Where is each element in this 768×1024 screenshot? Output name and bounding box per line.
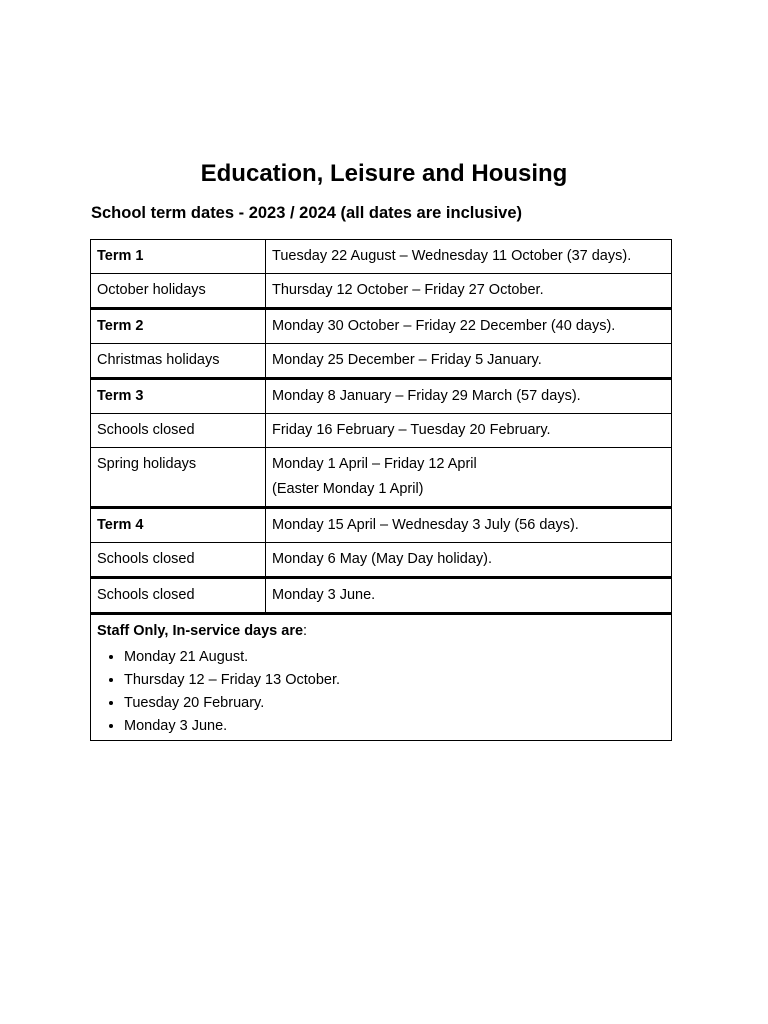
row-dates: Monday 6 May (May Day holiday).	[272, 551, 492, 567]
table-row	[91, 506, 671, 542]
table-row	[91, 240, 671, 273]
staff-heading	[97, 623, 665, 640]
row-label: Term 4	[91, 509, 266, 542]
staff-heading-colon: :	[303, 623, 308, 639]
staff-heading-text: Staff Only, In-service days are	[97, 623, 304, 639]
row-label: Term 2	[91, 310, 266, 343]
list-item: • Thursday 12 – Friday 13 October.	[124, 669, 665, 692]
row-dates: Friday 16 February – Tuesday 20 February.	[272, 422, 551, 438]
row-label: Term 1	[91, 240, 266, 273]
table-row	[91, 413, 671, 447]
staff-inservice-section	[91, 612, 671, 740]
row-dates: Monday 15 April – Wednesday 3 July (56 days).	[272, 517, 579, 533]
table-row	[91, 307, 671, 343]
row-dates: Monday 30 October – Friday 22 December (40 days).	[272, 318, 616, 334]
table-row	[91, 542, 671, 576]
list-item: • Tuesday 20 February.	[124, 692, 665, 715]
table-row	[91, 377, 671, 413]
table-row	[91, 273, 671, 307]
row-dates: Monday 25 December – Friday 5 January.	[272, 352, 542, 368]
row-dates: Monday 8 January – Friday 29 March (57 days).	[272, 388, 581, 404]
row-dates	[266, 448, 671, 506]
row-dates-line2: (Easter Monday 1 April)	[272, 481, 424, 497]
table-subtitle: School term dates - 2023 / 2024 (all dates are inclusive)	[91, 204, 523, 222]
list-item: • Monday 21 August.	[124, 646, 665, 669]
row-label: Schools closed	[91, 414, 266, 447]
list-item: • Monday 3 June.	[124, 715, 665, 738]
row-label: Term 3	[91, 380, 266, 413]
page-title: Education, Leisure and Housing	[200, 160, 568, 187]
row-label: October holidays	[91, 274, 266, 307]
table-row	[91, 447, 671, 506]
row-label: Schools closed	[91, 543, 266, 576]
row-label: Christmas holidays	[91, 344, 266, 377]
row-label: Spring holidays	[91, 448, 266, 506]
row-dates-line1: Monday 1 April – Friday 12 April	[272, 456, 477, 472]
inservice-list	[97, 646, 665, 738]
row-dates: Thursday 12 October – Friday 27 October.	[272, 282, 544, 298]
row-dates: Monday 3 June.	[272, 587, 376, 603]
row-label: Schools closed	[91, 579, 266, 612]
row-dates: Tuesday 22 August – Wednesday 11 October (37 days).	[272, 248, 632, 264]
table-row	[91, 576, 671, 612]
table-row	[91, 343, 671, 377]
term-dates-table	[90, 239, 672, 741]
